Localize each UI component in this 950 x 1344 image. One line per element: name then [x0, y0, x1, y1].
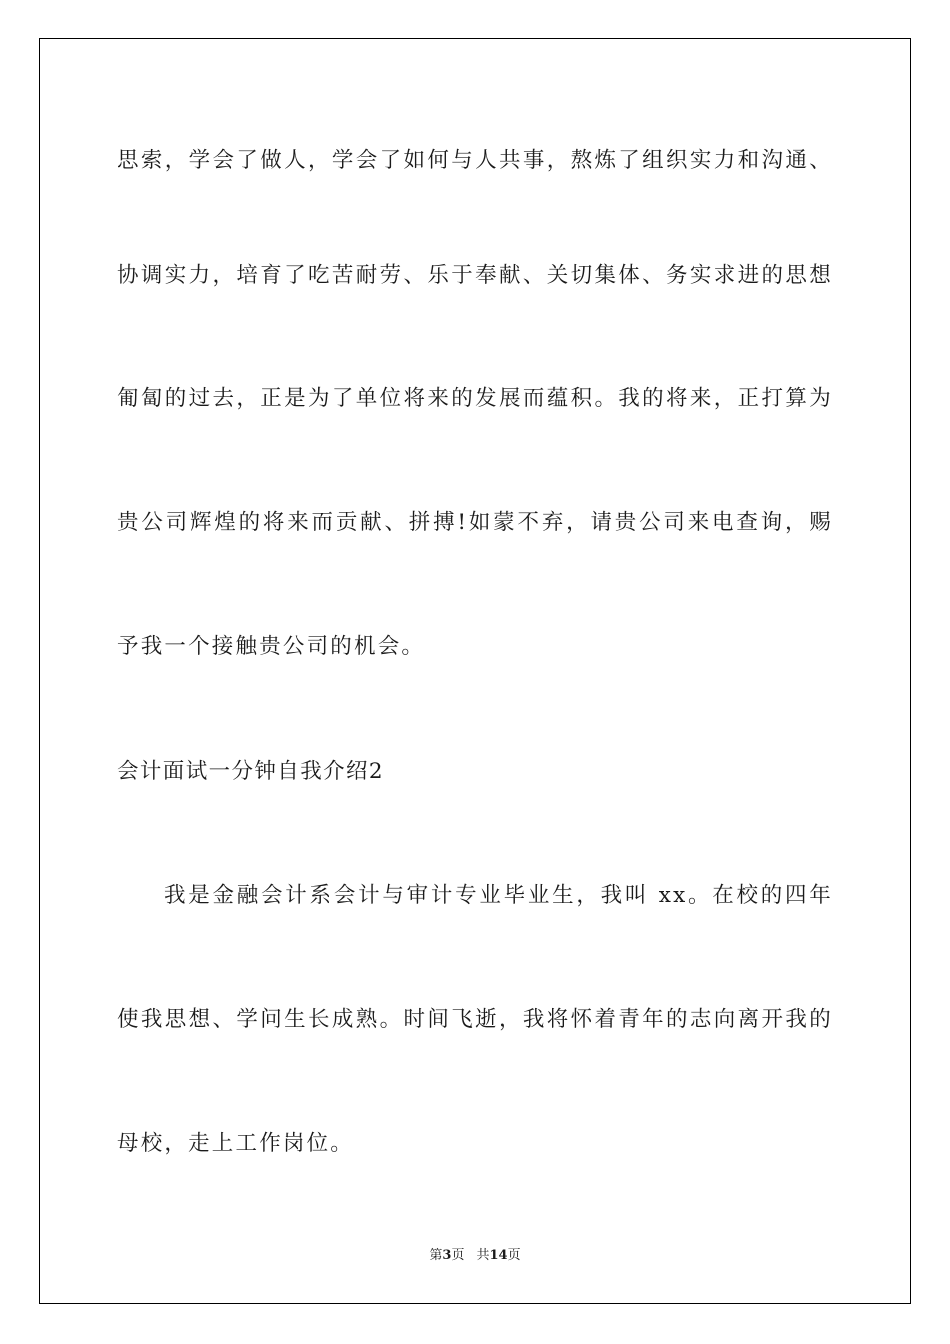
footer-total-suffix: 页 [507, 1248, 521, 1263]
footer-total-prefix: 共 [476, 1248, 490, 1263]
paragraph-line: 贵公司辉煌的将来而贡献、拼搏!如蒙不弃，请贵公司来电查询，赐 [117, 510, 833, 535]
paragraph-line: 母校，走上工作岗位。 [117, 1131, 355, 1156]
footer-total-pages: 14 [489, 1248, 508, 1263]
paragraph-line: 我是金融会计系会计与审计专业毕业生，我叫 xx。在校的四年 [164, 883, 833, 908]
page-footer [0, 1249, 950, 1262]
paragraph-line: 使我思想、学问生长成熟。时间飞逝，我将怀着青年的志向离开我的 [117, 1007, 833, 1032]
footer-page-suffix: 页 [451, 1248, 465, 1263]
section-heading: 会计面试一分钟自我介绍2 [117, 759, 384, 784]
paragraph-line: 思索，学会了做人，学会了如何与人共事，熬炼了组织实力和沟通、 [117, 148, 833, 173]
paragraph-line: 协调实力，培育了吃苦耐劳、乐于奉献、关切集体、务实求进的思想 [117, 263, 833, 288]
paragraph-line: 予我一个接触贵公司的机会。 [117, 634, 426, 659]
footer-page-prefix: 第 [429, 1248, 443, 1263]
paragraph-line: 匍匐的过去，正是为了单位将来的发展而蕴积。我的将来，正打算为 [117, 386, 833, 411]
page-border [39, 38, 911, 1304]
footer-page-number: 3 [442, 1248, 452, 1263]
